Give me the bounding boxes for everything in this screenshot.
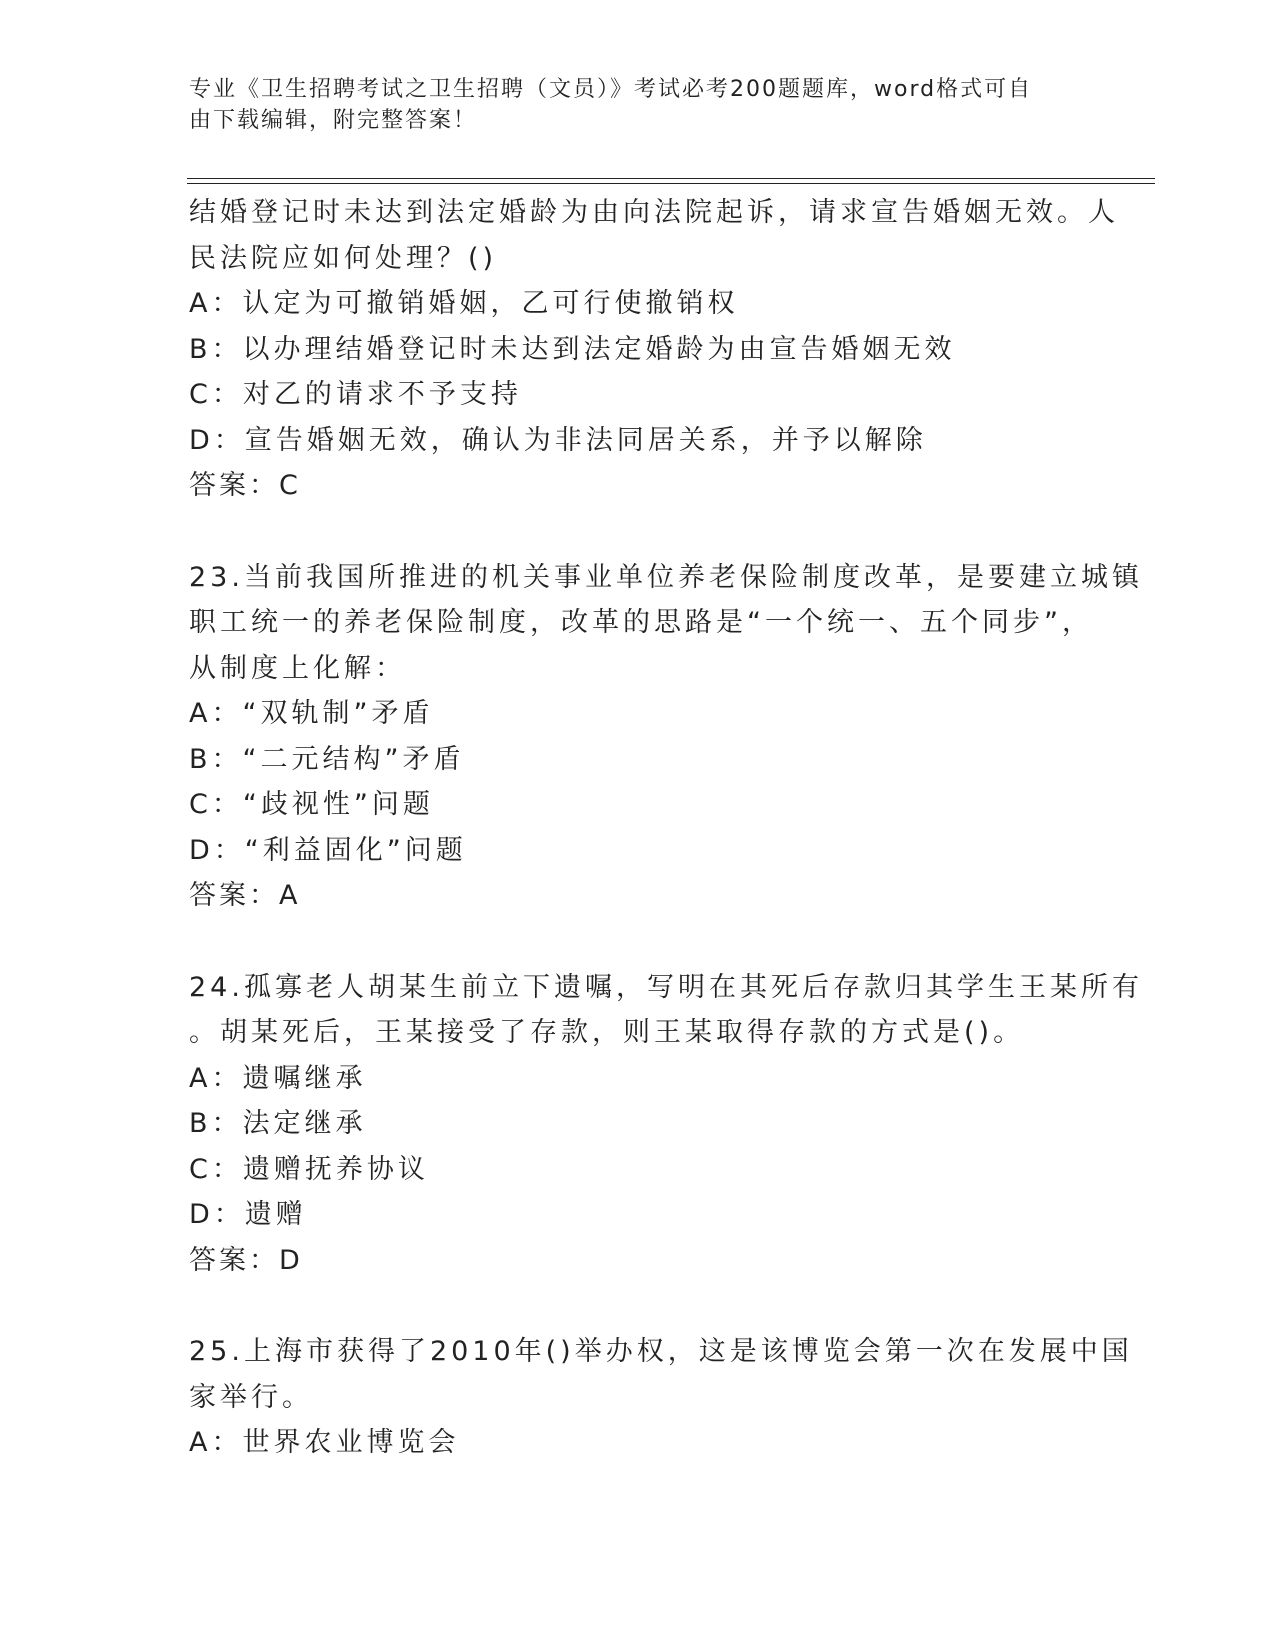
option-a: A：世界农业博览会: [189, 1427, 460, 1458]
question-text-line: 结婚登记时未达到法定婚龄为由向法院起诉，请求宣告婚姻无效。人: [189, 197, 1119, 228]
question-text-line: 民法院应如何处理？(): [189, 242, 498, 274]
question-spacer: [189, 1283, 1089, 1329]
option-a: A：认定为可撤销婚姻，乙可行使撤销权: [189, 288, 739, 319]
question-text-line: 25.上海市获得了2010年()举办权，这是该博览会第一次在发展中国: [189, 1336, 1133, 1367]
question-text-line: 从制度上化解：: [189, 652, 406, 684]
question-spacer: [189, 919, 1089, 965]
option-b: B：法定继承: [189, 1108, 367, 1139]
option-d: D：宣告婚姻无效，确认为非法同居关系，并予以解除: [189, 424, 927, 456]
option-a: A：遗嘱继承: [189, 1062, 367, 1094]
question-list: [189, 190, 1143, 1466]
question-block: [189, 555, 1143, 919]
option-c: C：“歧视性”问题: [189, 789, 434, 820]
option-c: C：对乙的请求不予支持: [189, 379, 522, 410]
question-text-line: 职工统一的养老保险制度，改革的思路是“一个统一、五个同步”，: [189, 607, 1093, 638]
header-line-1: 专业《卫生招聘考试之卫生招聘（文员）》考试必考200题题库，word格式可自: [189, 77, 1033, 102]
answer-line: 答案：C: [189, 470, 301, 501]
option-a: A：“双轨制”矛盾: [189, 698, 434, 729]
question-block: [189, 190, 1119, 509]
document-header: [189, 74, 1069, 136]
question-text-line: 家举行。: [189, 1381, 313, 1413]
answer-line: 答案：A: [189, 880, 301, 911]
header-divider-top: [187, 178, 1155, 179]
question-block: [189, 1329, 1133, 1466]
question-spacer: [189, 509, 1089, 555]
question-text-line: 23.当前我国所推进的机关事业单位养老保险制度改革，是要建立城镇: [189, 561, 1143, 593]
option-d: D：遗赠: [189, 1199, 307, 1230]
header-line-2: 由下载编辑，附完整答案！: [189, 108, 478, 133]
question-text-line: 24.孤寡老人胡某生前立下遗嘱，写明在其死后存款归其学生王某所有: [189, 971, 1143, 1003]
header-divider-bottom: [187, 183, 1155, 184]
answer-line: 答案：D: [189, 1244, 303, 1276]
question-text-line: 。胡某死后，王某接受了存款，则王某取得存款的方式是()。: [189, 1017, 1025, 1048]
option-d: D：“利益固化”问题: [189, 834, 467, 866]
option-c: C：遗赠抚养协议: [189, 1153, 429, 1185]
option-b: B：以办理结婚登记时未达到法定婚龄为由宣告婚姻无效: [189, 333, 956, 365]
option-b: B：“二元结构”矛盾: [189, 743, 465, 775]
question-block: [189, 965, 1143, 1284]
